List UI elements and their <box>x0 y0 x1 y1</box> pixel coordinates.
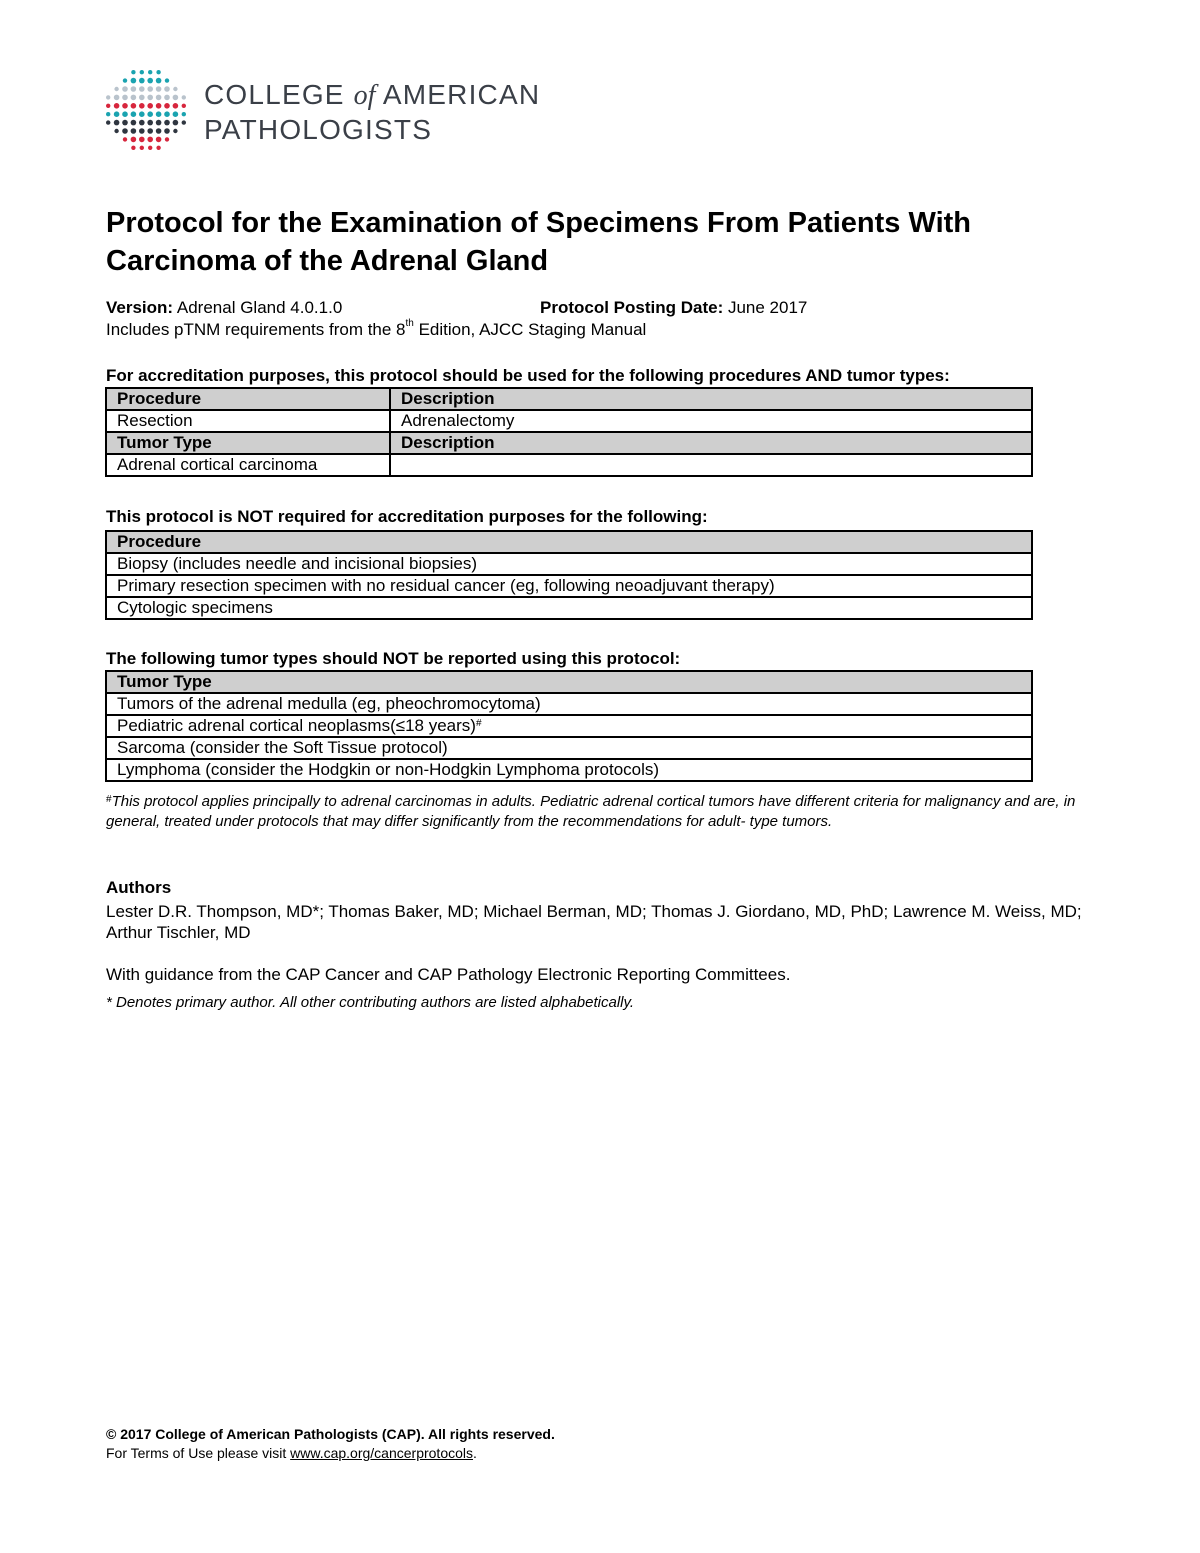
table-row <box>106 432 1032 454</box>
table-row <box>106 388 1032 410</box>
logo-dot <box>139 128 145 134</box>
logo-line2: PATHOLOGISTS <box>204 114 433 145</box>
logo-dot <box>147 120 153 126</box>
table-row <box>106 597 1032 619</box>
table-cell: Tumors of the adrenal medulla (eg, pheochromocytoma) <box>106 693 1032 715</box>
logo-dot <box>140 146 144 150</box>
version-label: Version: <box>106 298 174 317</box>
table-cell: Sarcoma (consider the Soft Tissue protocol) <box>106 737 1032 759</box>
not-reported-table <box>105 670 1033 782</box>
logo-line1-a: COLLEGE <box>204 79 354 110</box>
logo-dot <box>182 104 186 108</box>
table-row <box>106 737 1032 759</box>
includes-line <box>106 320 646 340</box>
logo-dot <box>164 128 170 134</box>
logo-dot <box>147 128 153 134</box>
logo-dot <box>139 137 145 143</box>
logo-dot <box>131 78 137 84</box>
includes-pre: Includes pTNM requirements from the 8 <box>106 320 406 339</box>
terms-link[interactable]: www.cap.org/cancerprotocols <box>290 1445 474 1461</box>
logo-dot <box>139 86 145 92</box>
logo-dot <box>122 103 128 109</box>
logo-dot <box>123 78 127 82</box>
table-cell <box>106 715 1032 737</box>
table-cell: Lymphoma (consider the Hodgkin or non-Hodgkin Lymphoma protocols) <box>106 759 1032 781</box>
logo-dot <box>173 111 179 117</box>
table-cell: Resection <box>106 410 390 432</box>
logo-dot <box>148 70 152 74</box>
logo-dot <box>123 137 127 141</box>
logo-dot <box>156 86 162 92</box>
logo-dot <box>122 111 128 117</box>
authors-heading: Authors <box>106 878 172 897</box>
logo-dot <box>139 103 145 109</box>
logo-dot <box>156 78 162 84</box>
logo-dot <box>182 120 186 124</box>
table-cell: Description <box>390 388 1032 410</box>
cell-footnote-mark: # <box>475 718 482 729</box>
table-cell: Adrenal cortical carcinoma <box>106 454 390 476</box>
logo-dot <box>139 120 145 126</box>
logo-dot <box>156 95 162 101</box>
logo-dot <box>114 87 118 91</box>
posting-label: Protocol Posting Date: <box>540 298 724 317</box>
table-cell: Tumor Type <box>106 671 1032 693</box>
logo-dot <box>131 95 137 101</box>
not-required-heading: This protocol is NOT required for accreditation purposes for the following: <box>106 507 708 526</box>
table-row <box>106 759 1032 781</box>
logo-dot <box>156 103 162 109</box>
logo-dot <box>173 120 179 126</box>
logo-wordmark <box>204 78 540 147</box>
logo-dot <box>140 70 144 74</box>
terms-pre: For Terms of Use please visit <box>106 1445 291 1461</box>
logo-dot <box>122 86 128 92</box>
logo-dot <box>106 120 110 124</box>
logo-dot <box>165 137 169 141</box>
footnote <box>106 792 1096 832</box>
authors-list: Lester D.R. Thompson, MD*; Thomas Baker, MD; Michael Berman, MD; Thomas J. Giordano, MD, PhD; Lawrence M. Weiss, MD; Arthur Tischler, MD <box>106 902 1082 942</box>
logo-dot <box>114 95 120 101</box>
logo-dot <box>147 78 153 84</box>
table-cell: Biopsy (includes needle and incisional biopsies) <box>106 553 1032 575</box>
logo-dot <box>147 137 153 143</box>
logo-dot <box>164 103 170 109</box>
not-required-table <box>105 530 1033 620</box>
version-line <box>106 298 342 318</box>
logo-dot <box>164 111 170 117</box>
logo-dot <box>156 70 160 74</box>
page-title <box>106 204 1086 280</box>
logo-dot <box>131 86 137 92</box>
includes-sup: th <box>405 318 414 329</box>
table-row <box>106 531 1032 553</box>
logo-dot <box>139 95 145 101</box>
terms-post: . <box>473 1445 477 1461</box>
logo-dot <box>147 95 153 101</box>
includes-post: Edition, AJCC Staging Manual <box>413 320 647 339</box>
logo-dot <box>173 103 179 109</box>
logo-dot <box>114 129 118 133</box>
logo-dot <box>131 103 137 109</box>
logo-dot <box>122 95 128 101</box>
table-cell <box>390 454 1032 476</box>
logo-dot <box>122 128 128 134</box>
logo-dot <box>114 103 120 109</box>
table-cell: Procedure <box>106 531 1032 553</box>
posting-date-line <box>540 298 807 318</box>
title-line2: Carcinoma of the Adrenal Gland <box>106 245 549 277</box>
table-row <box>106 715 1032 737</box>
not-reported-heading: The following tumor types should NOT be reported using this protocol: <box>106 649 681 668</box>
logo-dot <box>131 111 137 117</box>
logo-dot <box>122 120 128 126</box>
logo-dot <box>106 95 110 99</box>
logo-line1-b: AMERICAN <box>375 79 541 110</box>
version-value: Adrenal Gland 4.0.1.0 <box>173 298 343 317</box>
logo-dot <box>156 111 162 117</box>
logo-dot <box>164 95 170 101</box>
logo-dot <box>114 111 120 117</box>
table-row <box>106 553 1032 575</box>
guidance-text: With guidance from the CAP Cancer and CAP Pathology Electronic Reporting Committees. <box>106 965 791 984</box>
logo-dot <box>147 111 153 117</box>
logo-dot <box>139 111 145 117</box>
logo-dot <box>156 128 162 134</box>
accreditation-table <box>105 387 1033 477</box>
logo-dot <box>173 87 177 91</box>
logo-dot <box>106 104 110 108</box>
table-cell: Cytologic specimens <box>106 597 1032 619</box>
table-cell: Primary resection specimen with no residual cancer (eg, following neoadjuvant therapy) <box>106 575 1032 597</box>
logo-dot <box>182 95 186 99</box>
table-row <box>106 410 1032 432</box>
posting-value: June 2017 <box>723 298 808 317</box>
primary-author-note: * Denotes primary author. All other contributing authors are listed alphabetically. <box>106 994 635 1011</box>
logo-dot <box>131 146 135 150</box>
table-cell: Tumor Type <box>106 432 390 454</box>
table-cell: Adrenalectomy <box>390 410 1032 432</box>
logo-dot <box>106 112 110 116</box>
logo-dot <box>156 146 160 150</box>
footnote-text: This protocol applies principally to adrenal carcinomas in adults. Pediatric adrenal cortical tumors have different criteria for malignancy and are, in general, treated under protocols that may differ significantly from the recommendations for adult- type tumors. <box>106 793 1076 830</box>
table-cell: Description <box>390 432 1032 454</box>
logo-dot <box>173 95 179 101</box>
title-line1: Protocol for the Examination of Specimens From Patients With <box>106 207 972 239</box>
logo-dot <box>131 120 137 126</box>
logo-line1-of: of <box>353 80 376 111</box>
copyright: © 2017 College of American Pathologists (CAP). All rights reserved. <box>106 1426 555 1442</box>
logo-dot <box>147 86 153 92</box>
logo-dot <box>156 137 162 143</box>
logo-dot <box>139 78 145 84</box>
terms-line <box>106 1445 477 1461</box>
table-row <box>106 575 1032 597</box>
cell-text: Pediatric adrenal cortical neoplasms(≤18 years) <box>117 716 476 735</box>
logo-dot <box>131 70 135 74</box>
logo-dot <box>131 137 137 143</box>
accreditation-heading: For accreditation purposes, this protocol should be used for the following procedures AND tumor types: <box>106 366 950 385</box>
logo-dot <box>173 129 177 133</box>
logo-dot <box>165 78 169 82</box>
logo-dot <box>164 86 170 92</box>
logo-dot <box>114 120 120 126</box>
table-row <box>106 671 1032 693</box>
table-row <box>106 454 1032 476</box>
footnote-mark: # <box>106 794 112 805</box>
logo-dot <box>131 128 137 134</box>
logo-dot <box>164 120 170 126</box>
logo-dots-icon <box>104 68 188 152</box>
logo-dot <box>156 120 162 126</box>
logo-dot <box>148 146 152 150</box>
logo-dot <box>182 112 186 116</box>
table-row <box>106 693 1032 715</box>
logo-dot <box>147 103 153 109</box>
cap-logo <box>104 68 574 152</box>
table-cell: Procedure <box>106 388 390 410</box>
